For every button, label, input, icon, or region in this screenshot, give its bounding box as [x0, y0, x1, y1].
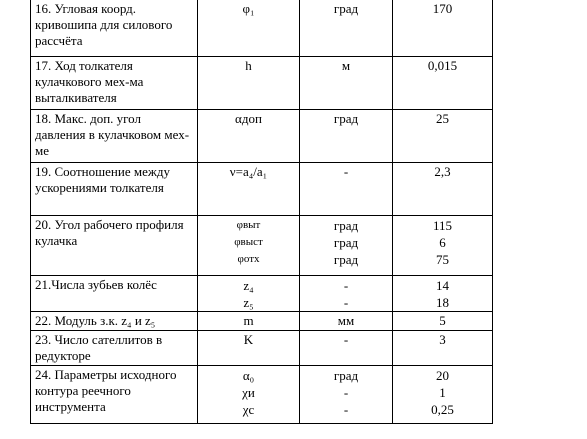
param-value: 0,015 [393, 56, 493, 109]
param-units [300, 275, 393, 311]
param-value: 14 [436, 277, 449, 293]
param-unit: град [300, 109, 393, 162]
param-name: 24. Параметры исходного контура реечного инструмента [31, 365, 198, 423]
param-symbol: K [198, 330, 300, 365]
param-symbols [198, 275, 300, 311]
param-value: 5 [393, 311, 493, 330]
table-row [31, 311, 493, 330]
param-name: 21.Числа зубьев колёс [31, 275, 198, 311]
table-row [31, 215, 493, 275]
param-value: 2,3 [393, 162, 493, 215]
param-name: 23. Число сателлитов в редукторе [31, 330, 198, 365]
param-symbol: φ₁ [198, 0, 300, 56]
param-symbols [198, 365, 300, 423]
param-unit: - [343, 294, 349, 310]
param-value: 25 [393, 109, 493, 162]
param-unit: - [300, 162, 393, 215]
param-value: 170 [393, 0, 493, 56]
param-units [300, 365, 393, 423]
param-symbol: m [198, 311, 300, 330]
param-unit: м [300, 56, 393, 109]
param-name: 17. Ход толкателя кулачкового мех-ма выталкивателя [31, 56, 198, 109]
param-unit: град [333, 217, 359, 233]
table-row [31, 330, 493, 365]
param-value: 0,25 [431, 401, 454, 417]
param-symbol: z₄ [243, 277, 254, 293]
param-unit: град [333, 251, 359, 267]
param-symbol: φвыт [236, 218, 261, 231]
param-value: 20 [436, 367, 449, 383]
table-row [31, 56, 493, 109]
param-unit: град [300, 0, 393, 56]
table-row [31, 365, 493, 423]
param-symbol: α₀ [242, 367, 255, 383]
param-unit: - [343, 384, 349, 400]
param-value: 75 [436, 251, 449, 267]
param-name: 20. Угол рабочего профиля кулачка [31, 215, 198, 275]
param-values [393, 215, 493, 275]
parameters-table [30, 0, 493, 424]
param-name: 22. Модуль з.к. z₄ и z₅ [31, 311, 198, 330]
param-values [393, 365, 493, 423]
param-values [393, 275, 493, 311]
param-symbol: ν=a₄/a₁ [198, 162, 300, 215]
param-symbol: z₅ [243, 294, 254, 310]
param-unit: град [333, 367, 359, 383]
table-row [31, 275, 493, 311]
param-symbol: φвыст [234, 235, 263, 248]
param-name: 16. Угловая коорд. кривошипа для силового рассчёта [31, 0, 198, 56]
param-value: 115 [432, 217, 453, 233]
param-value: 3 [393, 330, 493, 365]
param-value: 6 [439, 234, 446, 250]
param-unit: град [333, 234, 359, 250]
param-symbol: χc [242, 401, 255, 417]
param-symbol: χи [242, 384, 255, 400]
table-row [31, 0, 493, 56]
param-units [300, 215, 393, 275]
param-unit: - [343, 277, 349, 293]
param-name: 18. Макс. доп. угол давления в кулачковом мех-ме [31, 109, 198, 162]
table-row [31, 109, 493, 162]
param-symbol: h [198, 56, 300, 109]
param-symbol: φотх [237, 252, 260, 265]
param-symbols [198, 215, 300, 275]
param-name: 19. Соотношение между ускорениями толкателя [31, 162, 198, 215]
param-unit: - [343, 401, 349, 417]
param-unit: мм [300, 311, 393, 330]
param-unit: - [300, 330, 393, 365]
param-symbol: αдоп [198, 109, 300, 162]
param-value: 1 [439, 384, 446, 400]
param-value: 18 [436, 294, 449, 310]
table-row [31, 162, 493, 215]
